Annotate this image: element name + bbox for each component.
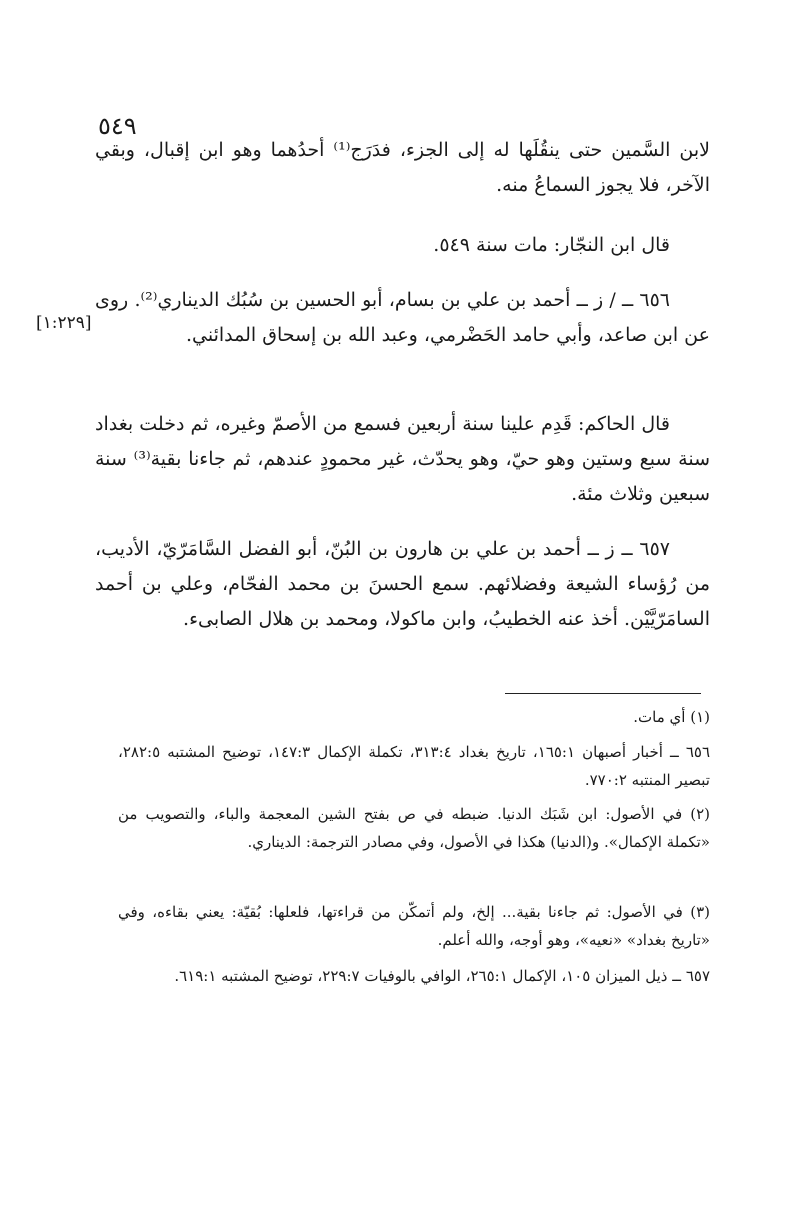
footnote-source-656 (118, 738, 710, 794)
paragraph-text: قال الحاكم: قَدِم علينا سنة أربعين فسمع من الأصمّ وغيره، ثم دخلت بغداد سنة سبع وستين وهو حيّ، وهو يحدّث، غير محمودٍ عندهم، ثم جاءنا بقية⁽³⁾ سنة سبعين وثلاث مئة. (95, 413, 711, 505)
page-number: ٥٤٩ (98, 112, 137, 140)
paragraph-text: ٦٥٦ ــ / ز ــ أحمد بن علي بن بسام، أبو الحسين بن سُبُك الديناري⁽²⁾. روى عن ابن صاعد، وأبي حامد الحَضْرمي، وعبد الله بن إسحاق المدائني. (95, 289, 710, 346)
footnote-text: ٦٥٦ ــ أخبار أصبهان ١٦٥:١، تاريخ بغداد ٣١٣:٤، تكملة الإكمال ١٤٧:٣، توضيح المشتبه ٢٨٢:٥، تبصير المنتبه ٧٧٠:٢. (118, 743, 711, 789)
paragraph-continuation (95, 133, 710, 203)
entry-657 (95, 532, 710, 637)
footnote-text: (١) أي مات. (633, 708, 710, 726)
footnote-2 (118, 800, 710, 856)
footnote-separator (505, 693, 701, 694)
footnote-3 (118, 898, 710, 954)
footnote-text: (٢) في الأصول: ابن شَبَك الدنيا. ضبطه في ص بفتح الشين المعجمة والباء، والتصويب من «تكملة الإكمال». و(الدنيا) هكذا في الأصول، وفي مصادر الترجمة: الديناري. (118, 805, 710, 851)
footnote-text: ٦٥٧ ــ ذيل الميزان ١٠٥، الإكمال ٢٦٥:١، الوافي بالوفيات ٢٢٩:٧، توضيح المشتبه ٦١٩:١. (174, 967, 710, 985)
entry-656 (95, 283, 710, 353)
footnote-1 (118, 703, 710, 731)
volume-page-annotation: [١:٢٢٩] (36, 313, 92, 333)
paragraph-text: لابن السَّمين حتى ينقُلَها له إلى الجزء، فدَرَج⁽¹⁾ أحدُهما وهو ابن إقبال، وبقي الآخر، فلا يجوز السماعُ منه. (95, 139, 710, 196)
footnote-source-657 (118, 962, 710, 990)
paragraph-text: ٦٥٧ ــ ز ــ أحمد بن علي بن هارون بن البُنّ، أبو الفضل السَّامَرّيّ، الأديب، من رُؤساء الشيعة وفضلائهم. سمع الحسنَ بن محمد الفحّام، وعلي بن أحمد السامَرّيَّيْن. أخذ عنه الخطيبُ، وابن ماكولا، ومحمد بن هلال الصابىء. (95, 538, 710, 630)
paragraph-death-note (95, 228, 710, 263)
footnote-text: (٣) في الأصول: ثم جاءنا بقية... إلخ، ولم أتمكّن من قراءتها، فلعلها: بُقيّة: يعني بقاءه، وفي «تاريخ بغداد» «نعيه»، وهو أوجه، والله أعلم. (118, 903, 710, 949)
paragraph-hakim (95, 407, 710, 512)
paragraph-text: قال ابن النجّار: مات سنة ٥٤٩. (433, 234, 670, 256)
